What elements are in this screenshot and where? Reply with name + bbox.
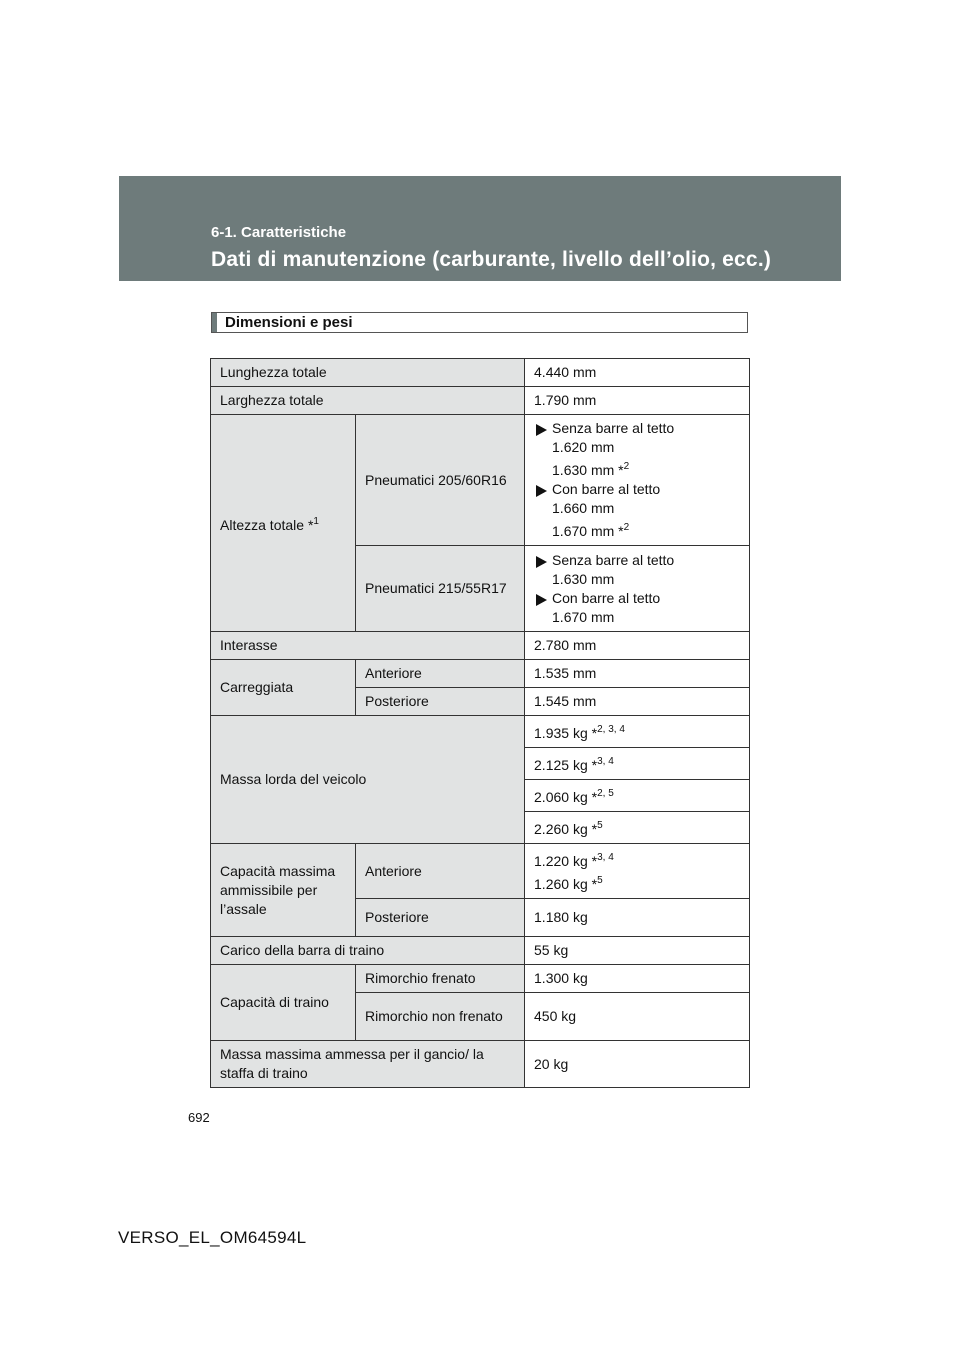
table-row: [211, 844, 750, 899]
section-label: 6-1. Caratteristiche: [211, 224, 347, 241]
row-value: 1.545 mm: [525, 688, 750, 716]
row-value: 1.180 kg: [525, 899, 750, 937]
bullet-item: Con barre al tetto: [534, 589, 740, 608]
table-row: [211, 1041, 750, 1088]
table-row: [211, 965, 750, 993]
page-number: 692: [188, 1110, 210, 1125]
table-row: [211, 937, 750, 965]
table-row: [211, 387, 750, 415]
table-row: [211, 716, 750, 748]
row-value: 4.440 mm: [525, 359, 750, 387]
row-value: 1.535 mm: [525, 660, 750, 688]
sub-label: Pneumatici 215/55R17: [356, 546, 525, 632]
row-value: 1.300 kg: [525, 965, 750, 993]
row-value: 1.935 kg *$^{2, 3, 4}$: [525, 716, 750, 748]
sub-label: Rimorchio frenato: [356, 965, 525, 993]
row-label: Carreggiata: [211, 660, 356, 716]
sub-label: Anteriore: [356, 844, 525, 899]
sub-label: Rimorchio non frenato: [356, 993, 525, 1041]
row-value: 450 kg: [525, 993, 750, 1041]
table-row: [211, 415, 750, 546]
sub-label: Posteriore: [356, 899, 525, 937]
table-row: [211, 632, 750, 660]
row-value: 2.125 kg *$^{3, 4}$: [525, 748, 750, 780]
row-label: Altezza totale *$^1$: [211, 415, 356, 632]
bullet-item: Con barre al tetto: [534, 480, 740, 499]
row-label: Capacità di traino: [211, 965, 356, 1041]
document-code: VERSO_EL_OM64594L: [118, 1228, 307, 1247]
row-label: Lunghezza totale: [211, 359, 525, 387]
table-row: [211, 660, 750, 688]
table-heading-label: Dimensioni e pesi: [225, 314, 353, 331]
row-value: 2.780 mm: [525, 632, 750, 660]
row-label: Interasse: [211, 632, 525, 660]
heading-marker: [212, 313, 217, 332]
chapter-header: [119, 176, 841, 281]
row-value: 1.220 kg *$^{3, 4}$ 1.260 kg *$^5$: [525, 844, 750, 899]
sub-label: Posteriore: [356, 688, 525, 716]
table-heading: [211, 312, 748, 333]
bullet-item: Senza barre al tetto: [534, 551, 740, 570]
bullet-item: Senza barre al tetto: [534, 419, 740, 438]
table-row: [211, 359, 750, 387]
row-label: Larghezza totale: [211, 387, 525, 415]
sub-label: Pneumatici 205/60R16: [356, 415, 525, 546]
row-value: 55 kg: [525, 937, 750, 965]
row-value: 2.060 kg *$^{2, 5}$: [525, 780, 750, 812]
row-label: Capacità massima ammissibile per l’assale: [211, 844, 356, 937]
row-value: Senza barre al tetto 1.620 mm 1.630 mm *$^2$ Con barre al tetto 1.660 mm 1.670 mm *$^2$: [525, 415, 750, 546]
sub-label: Anteriore: [356, 660, 525, 688]
row-label: Carico della barra di traino: [211, 937, 525, 965]
row-value: 2.260 kg *$^5$: [525, 812, 750, 844]
row-value: 1.790 mm: [525, 387, 750, 415]
dimensions-table: [210, 358, 750, 1088]
row-value: Senza barre al tetto 1.630 mm Con barre al tetto 1.670 mm: [525, 546, 750, 632]
row-label: Massa massima ammessa per il gancio/ la staffa di traino: [211, 1041, 525, 1088]
page-title: Dati di manutenzione (carburante, livello dell’olio, ecc.): [211, 248, 772, 271]
row-value: 20 kg: [525, 1041, 750, 1088]
row-label: Massa lorda del veicolo: [211, 716, 525, 844]
